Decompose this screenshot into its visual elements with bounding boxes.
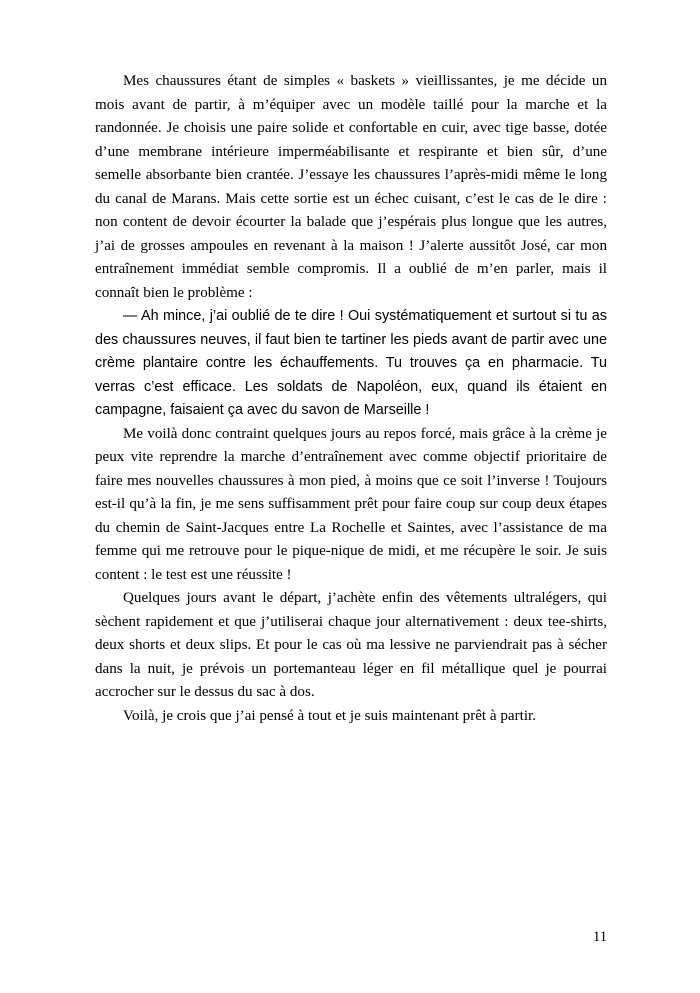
paragraph-3: Me voilà donc contraint quelques jours au repos forcé, mais grâce à la crème je peux vite reprendre la marche d’entraînement avec comme objectif prioritaire de faire mes nouvelles chaussures à mon pied, à moins que ce soit l’inverse ! Toujours est-il qu’à la fin, je me sens suffisamment prêt pour faire coup sur coup deux étapes du chemin de Saint-Jacques entre La Rochelle et Saintes, avec l’assistance de ma femme qui me retrouve pour le pique-nique de midi, et me récupère le soir. Je suis content : le test est une réussite ! [95,425,607,583]
page-number: 11 [593,929,607,945]
paragraph-2-dialogue: — Ah mince, j’ai oublié de te dire ! Oui systématiquement et surtout si tu as des chaussures neuves, il faut bien te tartiner les pieds avant de partir avec une crème plantaire contre les échauffements. Tu trouves ça en pharmacie. Tu verras c’est efficace. Les soldats de Napoléon, eux, quand ils étaient en campagne, faisaient ça avec du savon de Marseille ! [95,308,607,418]
paragraph-5: Voilà, je crois que j’ai pensé à tout et je suis maintenant prêt à partir. [123,707,536,724]
paragraph-4: Quelques jours avant le départ, j’achète enfin des vêtements ultralégers, qui sèchent rapidement et que j’utiliserai chaque jour alternativement : deux tee-shirts, deux shorts et deux slips. Et pour le cas où ma lessive ne parviendrait pas à sécher dans la nuit, je prévois un portemanteau léger en fil métallique quel je pourrai accrocher sur le dessus du sac à dos. [95,590,607,700]
body-text-block [95,70,607,728]
paragraph-1: Mes chaussures étant de simples « baskets » vieillissantes, je me décide un mois avant de partir, à m’équiper avec un modèle taillé pour la marche et la randonnée. Je choisis une paire solide et confortable en cuir, avec tige basse, dotée d’une membrane intérieure imperméabilisante et respirante et bien sûr, d’une semelle absorbante bien crantée. J’essaye les chaussures l’après-midi même le long du canal de Marans. Mais cette sortie est un échec cuisant, c’est le cas de le dire : non content de devoir écourter la balade que j’espérais plus longue que les autres, j’ai de grosses ampoules en revenant à la maison ! J’alerte aussitôt José, car mon entraînement immédiat semble compromis. Il a oublié de m’en parler, mais il connaît bien le problème : [95,73,607,301]
